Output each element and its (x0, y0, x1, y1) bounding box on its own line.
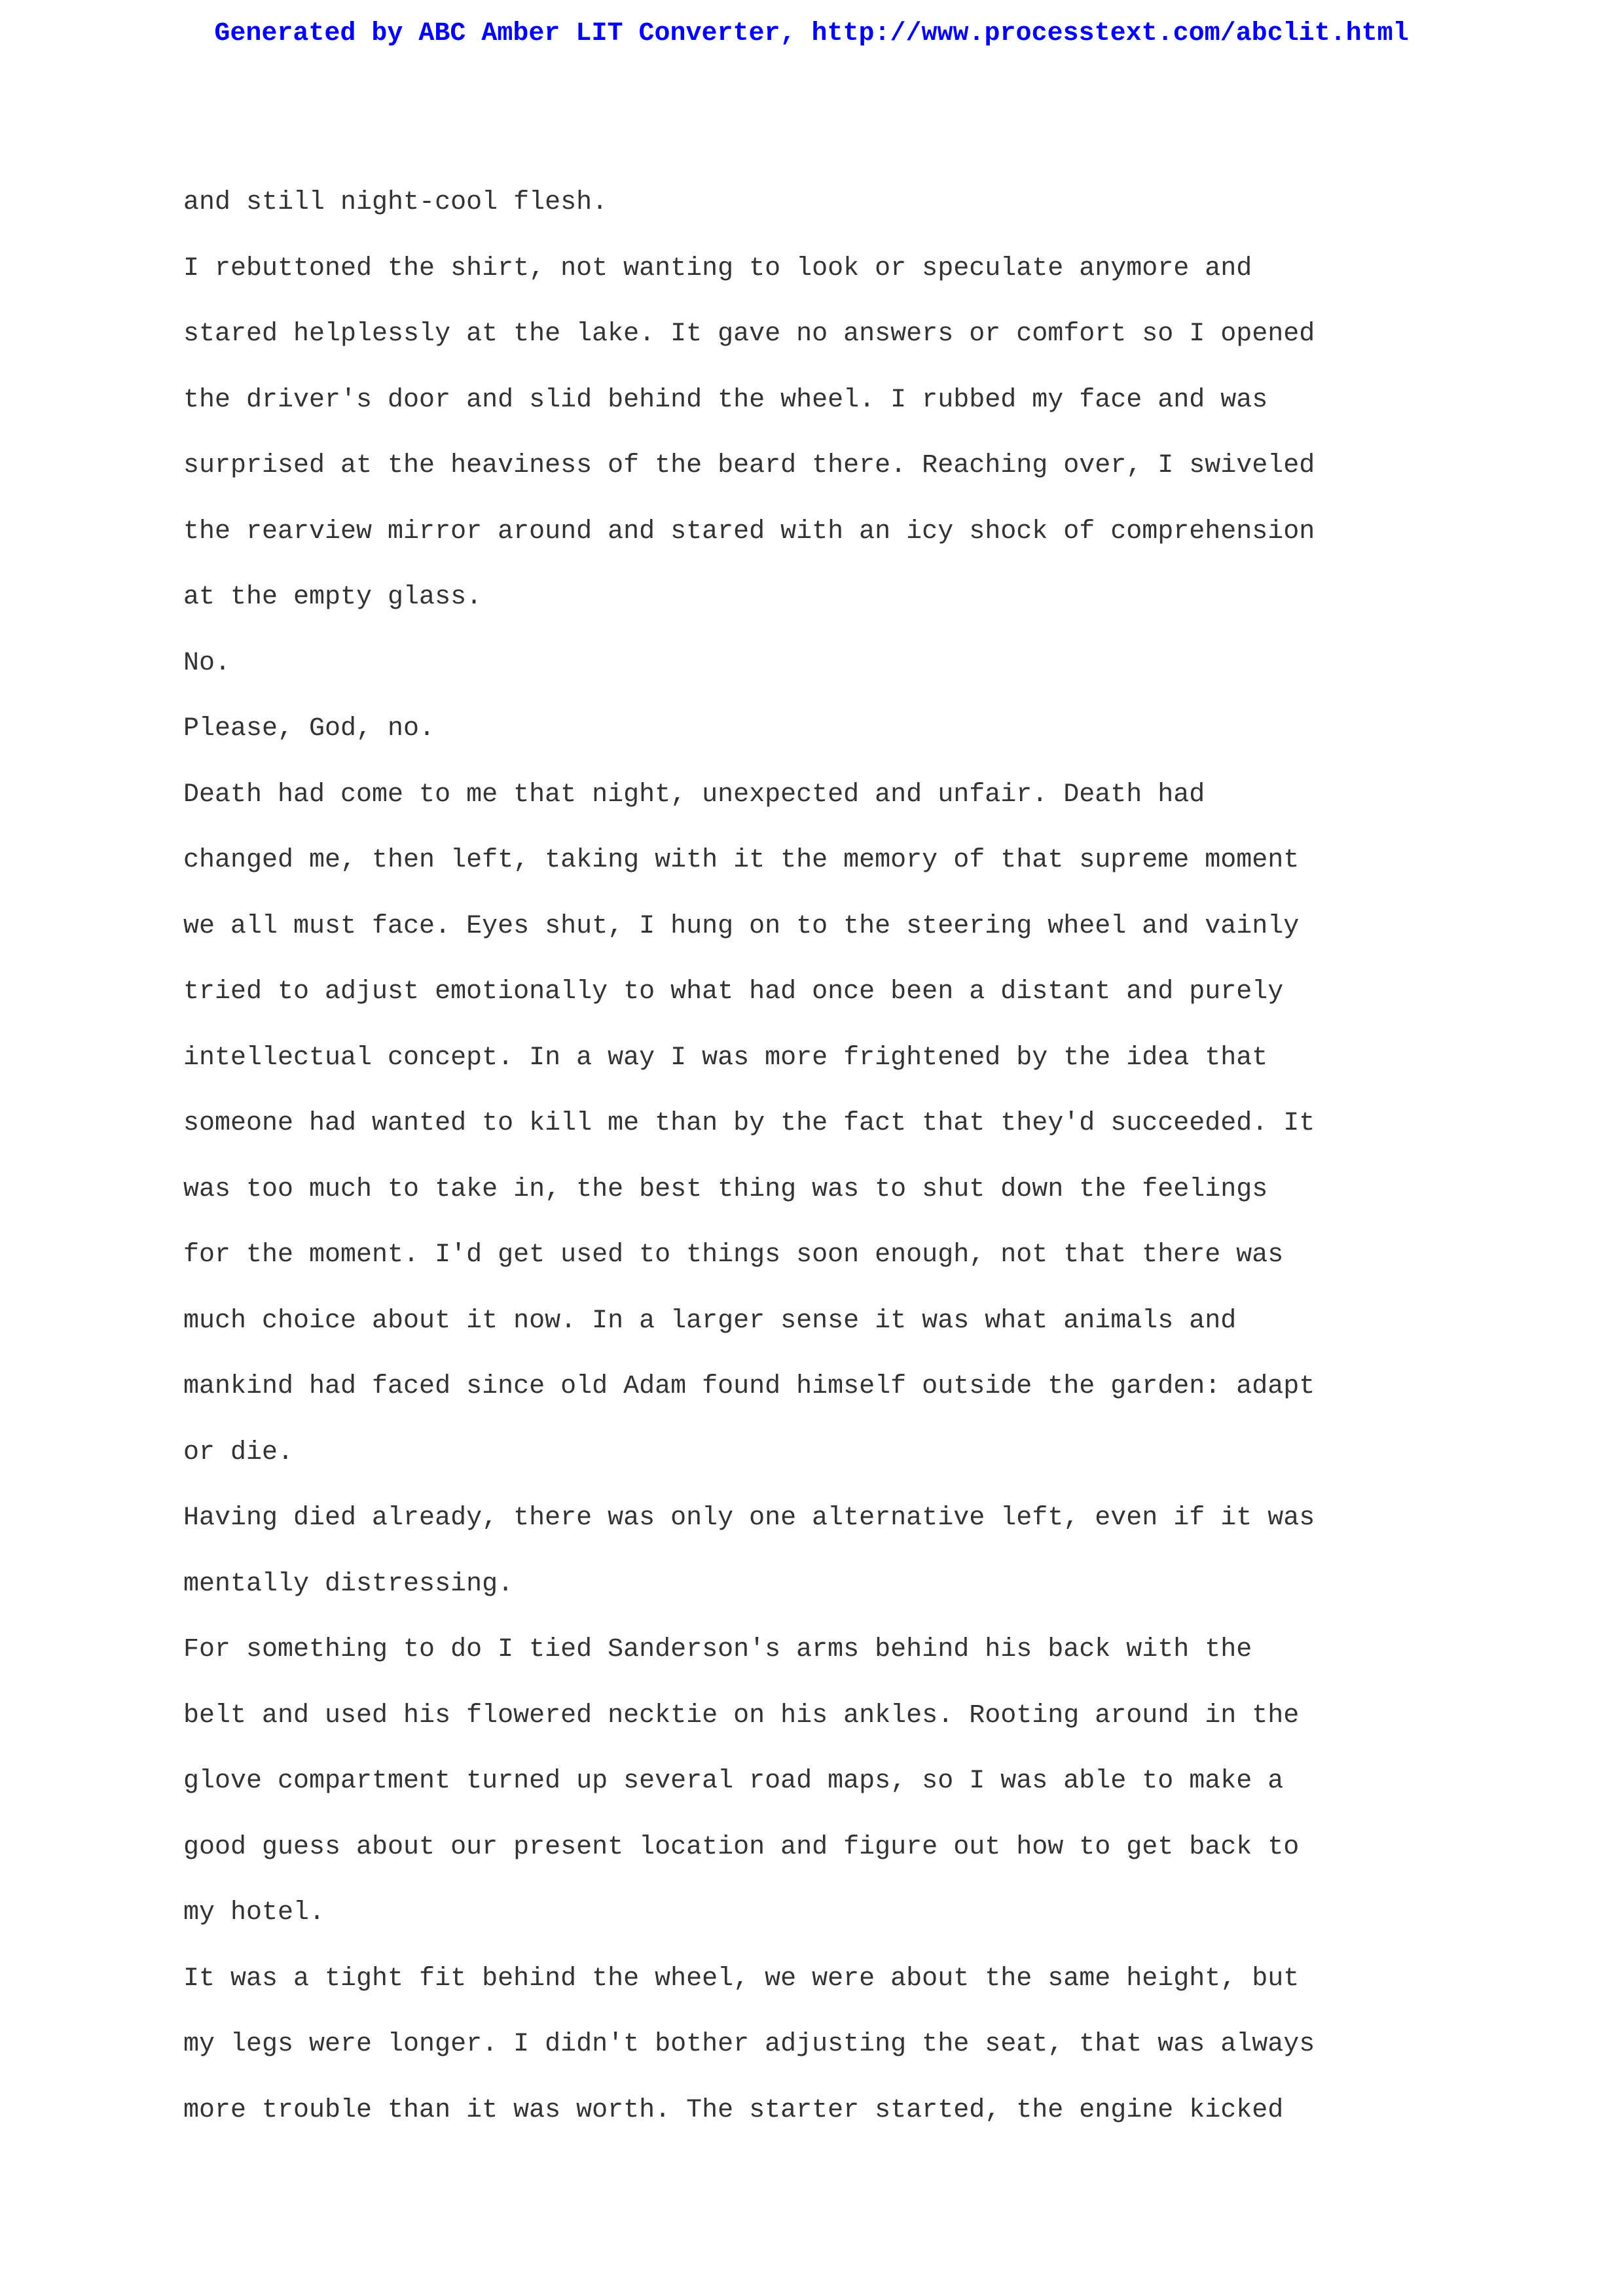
text-line: we all must face. Eyes shut, I hung on to the steering wheel and vainly (183, 911, 1300, 941)
text-line: for the moment. I'd get used to things soon enough, not that there was (183, 1240, 1284, 1270)
text-line: was too much to take in, the best thing was to shut down the feelings (183, 1174, 1268, 1204)
text-line: stared helplessly at the lake. It gave no answers or comfort so I opened (183, 319, 1315, 349)
converter-header: Generated by ABC Amber LIT Converter, http://www.processtext.com/abclit.html (214, 19, 1409, 48)
text-line: my hotel. (183, 1898, 325, 1928)
text-line: the driver's door and slid behind the wheel. I rubbed my face and was (183, 385, 1268, 415)
text-line: more trouble than it was worth. The starter started, the engine kicked (183, 2095, 1284, 2125)
text-line: Death had come to me that night, unexpected and unfair. Death had (183, 780, 1205, 810)
text-line: surprised at the heaviness of the beard there. Reaching over, I swiveled (183, 451, 1315, 480)
text-line: good guess about our present location and figure out how to get back to (183, 1832, 1300, 1862)
text-line: much choice about it now. In a larger sense it was what animals and (183, 1306, 1237, 1336)
text-line: I rebuttoned the shirt, not wanting to look or speculate anymore and (183, 253, 1252, 283)
text-line: Having died already, there was only one alternative left, even if it was (183, 1503, 1315, 1533)
text-line: mankind had faced since old Adam found himself outside the garden: adapt (183, 1372, 1315, 1401)
text-line: and still night-cool flesh. (183, 188, 608, 217)
page-body (183, 182, 1558, 2155)
text-line: at the empty glass. (183, 583, 483, 612)
text-line: For something to do I tied Sanderson's arms behind his back with the (183, 1635, 1252, 1664)
text-line: intellectual concept. In a way I was more frightened by the idea that (183, 1043, 1268, 1073)
text-line: glove compartment turned up several road maps, so I was able to make a (183, 1767, 1284, 1796)
text-line: belt and used his flowered necktie on his ankles. Rooting around in the (183, 1700, 1300, 1731)
text-line: the rearview mirror around and stared with an icy shock of comprehension (183, 516, 1315, 547)
text-line: mentally distressing. (183, 1569, 514, 1599)
text-line: It was a tight fit behind the wheel, we were about the same height, but (183, 1964, 1300, 1994)
text-line: tried to adjust emotionally to what had once been a distant and purely (183, 977, 1284, 1007)
text-line: No. (183, 648, 231, 678)
text-line: someone had wanted to kill me than by the fact that they'd succeeded. It (183, 1109, 1315, 1138)
text-line: changed me, then left, taking with it the memory of that supreme moment (183, 846, 1300, 875)
text-line: or die. (183, 1437, 294, 1467)
text-line: my legs were longer. I didn't bother adjusting the seat, that was always (183, 2030, 1315, 2059)
text-line: Please, God, no. (183, 714, 435, 744)
